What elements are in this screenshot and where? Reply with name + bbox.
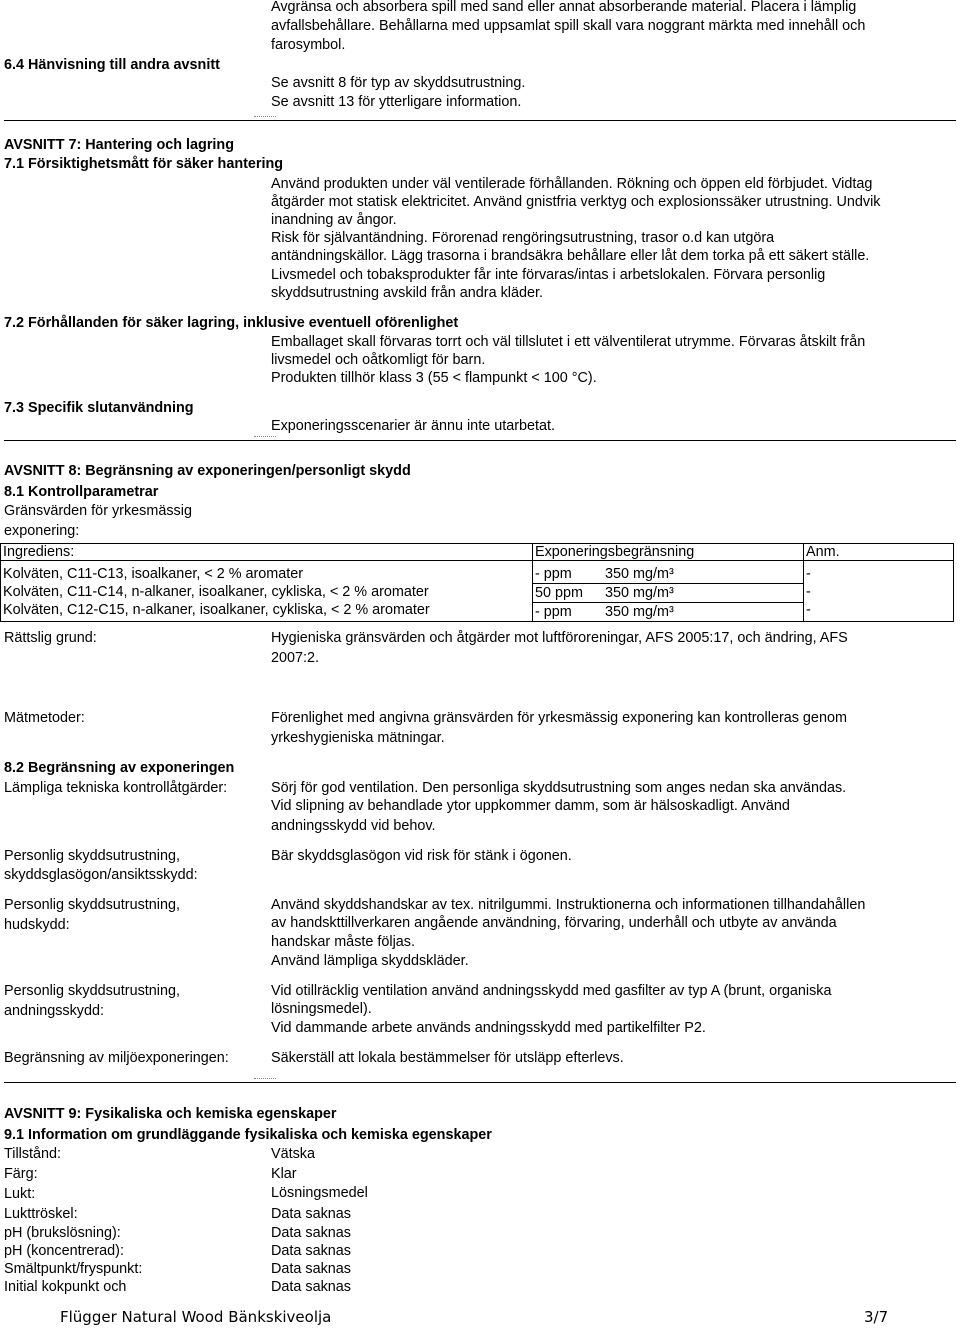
eye-protection-label: skyddsglasögon/ansiktsskydd:: [4, 867, 198, 883]
section-8-heading: AVSNITT 8: Begränsning av exponeringen/personligt skydd: [4, 463, 411, 479]
text-line: Hygieniska gränsvärden och åtgärder mot luftföroreningar, AFS 2005:17, och ändring, AFS: [271, 630, 848, 646]
text-line: inandning av ångor.: [271, 212, 397, 228]
table-header-row: [1, 544, 954, 561]
text-line: Avgränsa och absorbera spill med sand eller annat absorberande material. Placera i lämplig: [271, 0, 857, 15]
text-line: handskar måste följas.: [271, 934, 415, 950]
text-line: antändningskällor. Lägg trasorna i brandsäkra behållare eller låt dem torka på ett säkert ställe.: [271, 248, 870, 264]
text-line: Se avsnitt 8 för typ av skyddsutrustning.: [271, 75, 526, 91]
section-divider: [4, 1082, 956, 1083]
property-value: Data saknas: [271, 1225, 351, 1241]
end-use-text: Exponeringsscenarier är ännu inte utarbetat.: [271, 418, 555, 434]
text-line: lösningsmedel).: [271, 1001, 372, 1017]
measurement-methods-label: Mätmetoder:: [4, 710, 85, 726]
skin-protection-label: Personlig skyddsutrustning,: [4, 897, 180, 913]
property-label: pH (koncentrerad):: [4, 1243, 124, 1259]
limit-values-label: Gränsvärden för yrkesmässig: [4, 503, 192, 519]
ppm-value: 50 ppm: [535, 585, 583, 601]
property-label: pH (brukslösning):: [4, 1225, 121, 1241]
section-9-heading: AVSNITT 9: Fysikaliska och kemiska egenskaper: [4, 1106, 337, 1122]
table-header: Exponeringsbegränsning: [533, 544, 804, 561]
note-cell: [804, 561, 954, 622]
separator-tick: [254, 116, 276, 117]
text-line: åtgärder mot statisk elektricitet. Använd gnistfria verktyg och explosionssäker utrustning. Undvik: [271, 194, 881, 210]
eye-protection-text: Bär skyddsglasögon vid risk för stänk i ögonen.: [271, 848, 572, 864]
subsection-7-3-label: 7.3 Specifik slutanvändning: [4, 400, 194, 416]
text-line: Se avsnitt 13 för ytterligare information.: [271, 94, 522, 110]
property-label: Lukt:: [4, 1186, 36, 1202]
exposure-limits-table: [0, 543, 954, 622]
footer-page-number: 3/7: [864, 1308, 889, 1326]
section-divider: [4, 120, 956, 121]
property-label: Färg:: [4, 1166, 38, 1182]
limit-values-label: exponering:: [4, 523, 80, 539]
subsection-7-1-label: 7.1 Försiktighetsmått för säker hantering: [4, 156, 284, 172]
text-line: Använd skyddshandskar av tex. nitrilgummi. Instruktionerna och informationen tillhandahållen: [271, 897, 866, 913]
ingredient-name: Kolväten, C11-C14, n-alkaner, isoalkaner, cykliska, < 2 % aromater: [3, 584, 429, 600]
subsection-7-2-label: 7.2 Förhållanden för säker lagring, inklusive eventuell oförenlighet: [4, 315, 459, 331]
separator-tick: [254, 436, 276, 437]
property-value: Klar: [271, 1166, 297, 1182]
text-line: Emballaget skall förvaras torrt och väl tillslutet i ett välventilerat utrymme. Förvaras åtskilt från: [271, 334, 866, 350]
table-header: Anm.: [804, 544, 954, 561]
environmental-exposure-label: Begränsning av miljöexponeringen:: [4, 1050, 229, 1066]
mg-value: 350 mg/m³: [605, 566, 674, 582]
text-line: andningsskydd vid behov.: [271, 818, 436, 834]
property-label: Lukttröskel:: [4, 1206, 78, 1222]
environmental-exposure-text: Säkerställ att lokala bestämmelser för utsläpp efterlevs.: [271, 1050, 624, 1066]
legal-basis-label: Rättslig grund:: [4, 630, 97, 646]
ppm-value: - ppm: [535, 604, 572, 620]
subsection-9-1-label: 9.1 Information om grundläggande fysikaliska och kemiska egenskaper: [4, 1127, 492, 1143]
ingredient-name: Kolväten, C12-C15, n-alkaner, isoalkaner, cykliska, < 2 % aromater: [3, 602, 430, 618]
property-label: Initial kokpunkt och: [4, 1279, 127, 1295]
note-value: -: [806, 602, 811, 618]
ppm-value: - ppm: [535, 566, 572, 582]
technical-controls-label: Lämpliga tekniska kontrollåtgärder:: [4, 780, 228, 796]
text-line: farosymbol.: [271, 37, 346, 53]
text-line: Vid slipning av behandlade ytor uppkommer damm, som är hälsoskadligt. Använd: [271, 798, 790, 814]
text-line: Förenlighet med angivna gränsvärden för yrkesmässig exponering kan kontrolleras genom: [271, 710, 847, 726]
text-line: Produkten tillhör klass 3 (55 < flampunkt < 100 °C).: [271, 370, 597, 386]
text-line: Livsmedel och tobaksprodukter får inte förvaras/intas i arbetslokalen. Förvara personlig: [271, 267, 826, 283]
property-value: Lösningsmedel: [271, 1185, 368, 1201]
text-line: Vid otillräcklig ventilation använd andningsskydd med gasfilter av typ A (brunt, organiska: [271, 983, 832, 999]
ingredient-cell: [1, 561, 533, 622]
property-label: Smältpunkt/fryspunkt:: [4, 1261, 143, 1277]
note-value: -: [806, 566, 811, 582]
subsection-8-1-label: 8.1 Kontrollparametrar: [4, 484, 159, 500]
subsection-6-4-label: 6.4 Hänvisning till andra avsnitt: [4, 57, 220, 73]
text-line: Använd lämpliga skyddskläder.: [271, 953, 469, 969]
limit-cell: [533, 561, 804, 622]
skin-protection-label: hudskydd:: [4, 917, 70, 933]
limit-value: [533, 565, 803, 584]
text-line: Använd produkten under väl ventilerade förhållanden. Rökning och öppen eld förbjudet. Vidtag: [271, 176, 873, 192]
section-divider: [4, 440, 956, 441]
text-line: skyddsutrustning avskild från andra kläder.: [271, 285, 543, 301]
eye-protection-label: Personlig skyddsutrustning,: [4, 848, 180, 864]
text-line: livsmedel och oåtkomligt för barn.: [271, 352, 486, 368]
table-header: Ingrediens:: [1, 544, 533, 561]
text-line: avfallsbehållare. Behållarna med uppsamlat spill skall vara noggrant märkta med innehåll och: [271, 18, 866, 34]
property-value: Data saknas: [271, 1261, 351, 1277]
property-value: Data saknas: [271, 1206, 351, 1222]
table-row: [1, 561, 954, 622]
property-value: Vätska: [271, 1146, 315, 1162]
mg-value: 350 mg/m³: [605, 604, 674, 620]
respiratory-protection-label: Personlig skyddsutrustning,: [4, 983, 180, 999]
footer-product-name: Flügger Natural Wood Bänkskiveolja: [60, 1308, 332, 1326]
text-line: Vid dammande arbete används andningsskydd med partikelfilter P2.: [271, 1020, 706, 1036]
section-7-heading: AVSNITT 7: Hantering och lagring: [4, 137, 234, 153]
mg-value: 350 mg/m³: [605, 585, 674, 601]
limit-value: [533, 584, 803, 603]
text-line: Risk för självantändning. Förorenad rengöringsutrustning, trasor o.d kan utgöra: [271, 230, 775, 246]
text-line: 2007:2.: [271, 650, 320, 666]
ingredient-name: Kolväten, C11-C13, isoalkaner, < 2 % aromater: [3, 566, 304, 582]
limit-value: [533, 603, 803, 621]
property-value: Data saknas: [271, 1243, 351, 1259]
subsection-8-2-label: 8.2 Begränsning av exponeringen: [4, 760, 235, 776]
text-line: yrkeshygieniska mätningar.: [271, 730, 445, 746]
text-line: Sörj för god ventilation. Den personliga skyddsutrustning som anges nedan ska användas.: [271, 780, 847, 796]
respiratory-protection-label: andningsskydd:: [4, 1003, 105, 1019]
note-value: -: [806, 584, 811, 600]
property-value: Data saknas: [271, 1279, 351, 1295]
text-line: av handskttillverkaren angående användning, förvaring, underhåll och utbyte av använda: [271, 915, 837, 931]
separator-tick: [254, 1078, 276, 1079]
property-label: Tillstånd:: [4, 1146, 62, 1162]
